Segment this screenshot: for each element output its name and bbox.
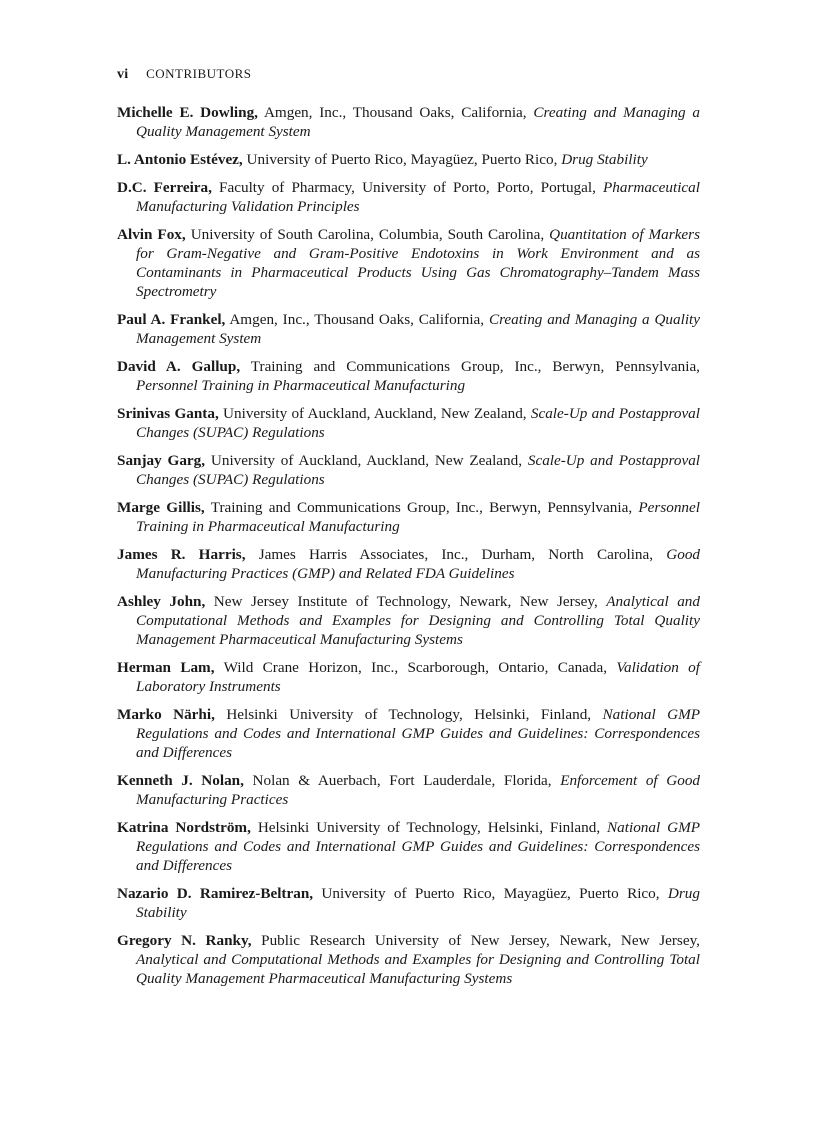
contributor-chapter-title: Scale-Up and Postapproval Changes (SUPAC) Regulations [136,405,700,441]
contributor-entry [117,103,700,141]
contributor-chapter-title: National GMP Regulations and Codes and International GMP Guides and Guidelines: Correspondences and Differences [136,819,701,874]
contributor-name: Sanjay Garg, [117,452,206,469]
contributor-affiliation: James Harris Associates, Inc., Durham, North Carolina, [258,546,654,563]
contributor-affiliation: Helsinki University of Technology, Helsinki, Finland, [226,706,592,723]
contributor-chapter-title: National GMP Regulations and Codes and International GMP Guides and Guidelines: Correspondences and Differences [136,706,701,761]
contributor-chapter-title: Drug Stability [561,151,648,168]
contributor-entry [117,818,700,875]
contributor-name: Kenneth J. Nolan, [117,772,244,789]
contributor-chapter-title: Creating and Managing a Quality Management System [136,311,700,347]
contributor-entry [117,178,700,216]
contributor-name: David A. Gallup, [117,358,241,375]
contributor-entry [117,225,700,301]
contributor-name: Michelle E. Dowling, [117,104,258,121]
contributor-entry [117,310,700,348]
contributor-affiliation: University of Auckland, Auckland, New Zealand, [223,405,527,422]
contributor-name: D.C. Ferreira, [117,179,212,196]
contributor-chapter-title: Analytical and Computational Methods and Examples for Designing and Controlling Total Quality Management Pharmaceutical Manufacturing Systems [136,593,700,648]
contributor-name: Katrina Nordström, [117,819,251,836]
contributor-entry [117,658,700,696]
contributor-name: Marko Närhi, [117,706,215,723]
contributor-entry [117,498,700,536]
contributor-name: Gregory N. Ranky, [117,932,252,949]
contributor-affiliation: Helsinki University of Technology, Helsinki, Finland, [257,819,601,836]
contributor-affiliation: University of Auckland, Auckland, New Zealand, [210,452,523,469]
contributor-affiliation: New Jersey Institute of Technology, Newark, New Jersey, [213,593,598,610]
contributor-affiliation: Nolan & Auerbach, Fort Lauderdale, Florida, [252,772,552,789]
contributor-name: Nazario D. Ramirez-Beltran, [117,885,314,902]
contributor-entry [117,771,700,809]
contributor-affiliation: University of Puerto Rico, Mayagüez, Puerto Rico, [321,885,660,902]
contributor-affiliation: University of South Carolina, Columbia, South Carolina, [190,226,545,243]
contributor-affiliation: Wild Crane Horizon, Inc., Scarborough, Ontario, Canada, [223,659,608,676]
contributor-entry [117,545,700,583]
contributor-entry [117,357,700,395]
contributor-list [117,103,700,997]
contributor-name: Marge Gillis, [117,499,205,516]
contributor-entry [117,884,700,922]
contributor-chapter-title: Pharmaceutical Manufacturing Validation Principles [136,179,700,215]
contributor-name: Herman Lam, [117,659,215,676]
contributor-entry [117,592,700,649]
contributor-entry [117,705,700,762]
contributor-chapter-title: Validation of Laboratory Instruments [136,659,700,695]
contributor-affiliation: University of Puerto Rico, Mayagüez, Puerto Rico, [246,151,558,168]
contributor-entry [117,150,700,169]
contributor-chapter-title: Personnel Training in Pharmaceutical Manufacturing [136,499,700,535]
contributor-entry [117,404,700,442]
contributor-affiliation: Training and Communications Group, Inc., Berwyn, Pennsylvania, [250,358,700,375]
contributor-entry [117,451,700,489]
contributor-chapter-title: Personnel Training in Pharmaceutical Manufacturing [136,377,466,394]
contributor-chapter-title: Enforcement of Good Manufacturing Practices [136,772,701,808]
contributor-affiliation: Amgen, Inc., Thousand Oaks, California, [229,311,485,328]
contributor-affiliation: Public Research University of New Jersey, Newark, New Jersey, [261,932,700,949]
contributor-name: Srinivas Ganta, [117,405,219,422]
contributor-affiliation: Faculty of Pharmacy, University of Porto, Porto, Portugal, [219,179,596,196]
contributor-name: Alvin Fox, [117,226,186,243]
contributor-chapter-title: Drug Stability [136,885,700,921]
contributor-name: James R. Harris, [117,546,246,563]
contributor-name: L. Antonio Estévez, [117,151,243,168]
contributor-name: Ashley John, [117,593,206,610]
contributor-affiliation: Training and Communications Group, Inc., Berwyn, Pennsylvania, [210,499,633,516]
contributor-entry [117,931,700,988]
contributor-chapter-title: Creating and Managing a Quality Management System [136,104,701,140]
contributor-chapter-title: Analytical and Computational Methods and Examples for Designing and Controlling Total Quality Management Pharmaceutical Manufacturing Systems [136,951,700,987]
page-number: vi [117,67,129,82]
contributor-affiliation: Amgen, Inc., Thousand Oaks, California, [263,104,527,121]
running-header [117,66,252,83]
contributor-chapter-title: Scale-Up and Postapproval Changes (SUPAC) Regulations [136,452,701,488]
running-title: CONTRIBUTORS [146,66,252,81]
contributor-name: Paul A. Frankel, [117,311,226,328]
contributor-chapter-title: Good Manufacturing Practices (GMP) and Related FDA Guidelines [136,546,701,582]
contributor-chapter-title: Quantitation of Markers for Gram-Negative and Gram-Positive Endotoxins in Work Environment and as Contaminants in Pharmaceutical Products Using Gas Chromatography–Tandem Mass Spectrometry [136,226,700,300]
